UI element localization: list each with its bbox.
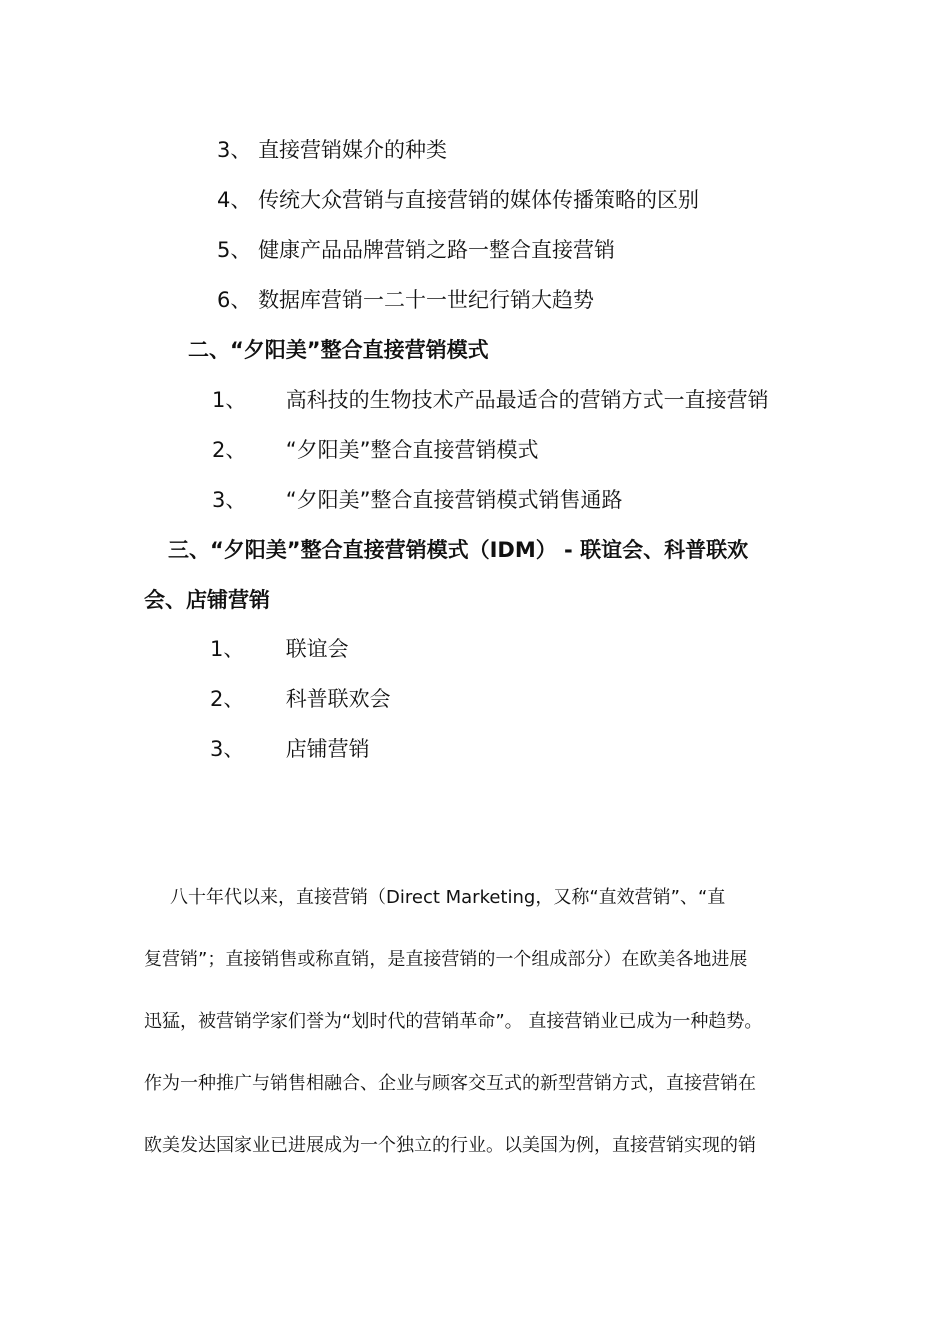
item-number: 4、 (217, 188, 252, 212)
item-text: 科普联欢会 (285, 687, 391, 711)
item-text: 健康产品品牌营销之路一整合直接营销 (258, 238, 616, 262)
paragraph-line: 复营销”；直接销售或称直销，是直接营销的一个组成部分）在欧美各地进展 (144, 949, 748, 970)
item-text: 高科技的生物技术产品最适合的营销方式一直接营销 (285, 388, 769, 412)
item-number: 2、 (210, 687, 245, 711)
item-number: 6、 (217, 288, 252, 312)
paragraph-line: 作为一种推广与销售相融合、企业与顾客交互式的新型营销方式，直接营销在 (144, 1073, 756, 1094)
item-text: 直接营销媒介的种类 (258, 138, 448, 162)
outline-item (212, 385, 769, 415)
item-text: 数据库营销一二十一世纪行销大趋势 (258, 288, 595, 312)
section-heading: 三、“夕阳美”整合直接营销模式（IDM） - 联谊会、科普联欢 (168, 538, 749, 562)
item-number: 2、 (212, 438, 247, 462)
section-heading-continued: 会、店铺营销 (144, 588, 270, 612)
outline-item (210, 734, 370, 764)
outline-item (217, 185, 699, 215)
paragraph-line: 迅猛，被营销学家们誉为“划时代的营销革命”。 直接营销业已成为一种趋势。 (144, 1011, 763, 1032)
item-text: 传统大众营销与直接营销的媒体传播策略的区别 (258, 188, 700, 212)
item-number: 5、 (217, 238, 252, 262)
item-number: 3、 (217, 138, 252, 162)
section-heading: 二、“夕阳美”整合直接营销模式 (188, 338, 489, 362)
outline-item (212, 485, 622, 515)
outline-item (217, 285, 594, 315)
outline-item (210, 634, 349, 664)
item-number: 1、 (210, 637, 245, 661)
item-number: 3、 (210, 737, 245, 761)
outline-item (210, 684, 391, 714)
item-text: 店铺营销 (285, 737, 370, 761)
outline-item (217, 235, 615, 265)
paragraph-line: 欧美发达国家业已进展成为一个独立的行业。以美国为例，直接营销实现的销 (144, 1135, 756, 1156)
item-text: 联谊会 (285, 637, 349, 661)
item-text: “夕阳美”整合直接营销模式销售通路 (285, 488, 623, 512)
item-text: “夕阳美”整合直接营销模式 (285, 438, 539, 462)
outline-item (217, 135, 447, 165)
item-number: 1、 (212, 388, 247, 412)
outline-item (212, 435, 538, 465)
item-number: 3、 (212, 488, 247, 512)
paragraph-line: 八十年代以来，直接营销（Direct Marketing，又称“直效营销”、“直 (170, 887, 726, 908)
